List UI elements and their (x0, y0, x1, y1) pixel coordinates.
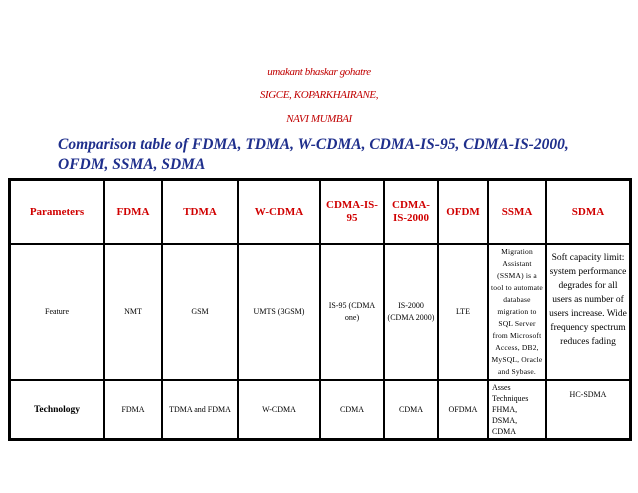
table-cell: GSM (162, 244, 238, 380)
table-cell: W-CDMA (238, 380, 320, 439)
table-cell: HC-SDMA (546, 380, 630, 439)
table-header-row (10, 180, 630, 244)
author-name: umakant bhaskar gohatre (267, 66, 371, 78)
comparison-table (8, 178, 632, 441)
header-cell: Parameters (10, 180, 104, 244)
table-cell: NMT (104, 244, 162, 380)
table-cell: IS-95 (CDMA one) (320, 244, 384, 380)
author-institution: SIGCE, KOPARKHAIRANE, (259, 89, 379, 101)
header-cell: CDMA-IS-95 (320, 180, 384, 244)
header-cell: OFDM (438, 180, 488, 244)
table-cell: Asses Techniques FHMA, DSMA, CDMA (488, 380, 546, 439)
table-cell: FDMA (104, 380, 162, 439)
page-title: Comparison table of FDMA, TDMA, W-CDMA, CDMA-IS-95, CDMA-IS-2000, OFDM, SSMA, SDMA (58, 136, 569, 173)
table-cell: Migration Assistant (SSMA) is a tool to automate database migration to SQL Server from Microsoft Access, DB2, MySQL, Oracle and Sybase. (488, 244, 546, 380)
table-cell: UMTS (3GSM) (238, 244, 320, 380)
header-cell: FDMA (104, 180, 162, 244)
header-cell: TDMA (162, 180, 238, 244)
table-cell: CDMA (384, 380, 438, 439)
header-cell: CDMA-IS-2000 (384, 180, 438, 244)
table-cell: Soft capacity limit: system performance degrades for all users as number of users increase. Wide frequency spectrum reduces fading (546, 244, 630, 380)
table-row (10, 244, 630, 380)
header-cell: SSMA (488, 180, 546, 244)
table-cell: TDMA and FDMA (162, 380, 238, 439)
author-city: NAVI MUMBAI (286, 113, 352, 125)
table-cell: IS-2000 (CDMA 2000) (384, 244, 438, 380)
table-cell: LTE (438, 244, 488, 380)
table-cell: OFDMA (438, 380, 488, 439)
row-label: Feature (10, 244, 104, 380)
table-row (10, 380, 630, 439)
header-cell: SDMA (546, 180, 630, 244)
table-cell: CDMA (320, 380, 384, 439)
row-label: Technology (10, 380, 104, 439)
header-cell: W-CDMA (238, 180, 320, 244)
